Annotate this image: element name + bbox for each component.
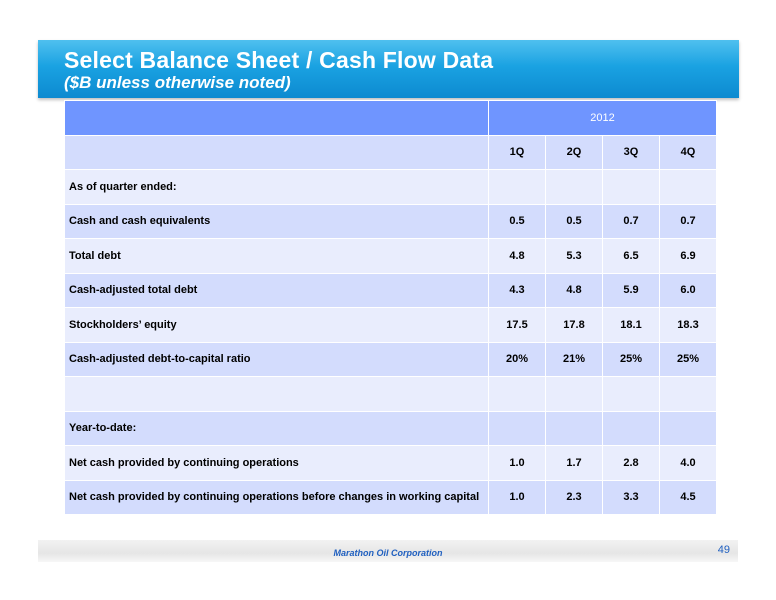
- row-value-cell: [660, 377, 717, 412]
- row-label: Total debt: [65, 239, 489, 274]
- row-label: Stockholders’ equity: [65, 308, 489, 343]
- footer-company: Marathon Oil Corporation: [333, 548, 443, 558]
- row-label: [65, 377, 489, 412]
- quarter-header-4q: 4Q: [660, 135, 717, 170]
- row-value-cell: 2.3: [546, 480, 603, 515]
- table-header-row: [65, 101, 717, 136]
- row-value-cell: 18.1: [603, 308, 660, 343]
- row-value-cell: 5.3: [546, 239, 603, 274]
- row-value-cell: 4.8: [489, 239, 546, 274]
- slide-subtitle: ($B unless otherwise noted): [64, 73, 291, 92]
- row-value-cell: 6.9: [660, 239, 717, 274]
- row-value-cell: [546, 377, 603, 412]
- row-value-cell: 0.5: [489, 204, 546, 239]
- page-number: 49: [717, 544, 730, 556]
- row-value-cell: [603, 411, 660, 446]
- row-value-cell: 2.8: [603, 446, 660, 481]
- table-row: [65, 170, 717, 205]
- row-value-cell: 25%: [603, 342, 660, 377]
- table-row: [65, 308, 717, 343]
- row-value-cell: 18.3: [660, 308, 717, 343]
- row-label: Cash-adjusted total debt: [65, 273, 489, 308]
- row-value-cell: [489, 377, 546, 412]
- row-value-cell: 17.8: [546, 308, 603, 343]
- row-label: Net cash provided by continuing operations: [65, 446, 489, 481]
- row-value-cell: [546, 170, 603, 205]
- quarter-header-3q: 3Q: [603, 135, 660, 170]
- row-label: Year-to-date:: [65, 411, 489, 446]
- quarter-header-1q: 1Q: [489, 135, 546, 170]
- table-row: [65, 239, 717, 274]
- row-value-cell: 17.5: [489, 308, 546, 343]
- quarter-blank-cell: [65, 135, 489, 170]
- row-value-cell: [489, 411, 546, 446]
- table-row: [65, 342, 717, 377]
- table-row: [65, 377, 717, 412]
- row-value-cell: 3.3: [603, 480, 660, 515]
- quarter-header-2q: 2Q: [546, 135, 603, 170]
- row-value-cell: [603, 170, 660, 205]
- row-value-cell: 1.7: [546, 446, 603, 481]
- row-value-cell: 20%: [489, 342, 546, 377]
- table-row: [65, 480, 717, 515]
- row-value-cell: 1.0: [489, 480, 546, 515]
- row-label: Net cash provided by continuing operations before changes in working capital: [65, 480, 489, 515]
- row-label: Cash and cash equivalents: [65, 204, 489, 239]
- row-value-cell: 6.0: [660, 273, 717, 308]
- row-label: Cash-adjusted debt-to-capital ratio: [65, 342, 489, 377]
- row-value-cell: 4.3: [489, 273, 546, 308]
- row-value-cell: 0.5: [546, 204, 603, 239]
- table-row: [65, 411, 717, 446]
- balance-sheet-table: [64, 100, 717, 515]
- row-value-cell: 5.9: [603, 273, 660, 308]
- row-value-cell: [546, 411, 603, 446]
- slide-title: Select Balance Sheet / Cash Flow Data: [64, 47, 494, 73]
- table-row: [65, 446, 717, 481]
- year-header: 2012: [489, 101, 717, 136]
- table-row: [65, 204, 717, 239]
- row-value-cell: 4.8: [546, 273, 603, 308]
- quarter-header-row: [65, 135, 717, 170]
- row-value-cell: [603, 377, 660, 412]
- row-value-cell: [660, 411, 717, 446]
- row-label: As of quarter ended:: [65, 170, 489, 205]
- table-row: [65, 273, 717, 308]
- row-value-cell: [660, 170, 717, 205]
- row-value-cell: 4.5: [660, 480, 717, 515]
- title-bar: [38, 40, 739, 98]
- row-value-cell: 1.0: [489, 446, 546, 481]
- row-value-cell: 4.0: [660, 446, 717, 481]
- row-value-cell: 0.7: [660, 204, 717, 239]
- header-blank-cell: [65, 101, 489, 136]
- row-value-cell: 6.5: [603, 239, 660, 274]
- row-value-cell: 21%: [546, 342, 603, 377]
- row-value-cell: 0.7: [603, 204, 660, 239]
- row-value-cell: 25%: [660, 342, 717, 377]
- row-value-cell: [489, 170, 546, 205]
